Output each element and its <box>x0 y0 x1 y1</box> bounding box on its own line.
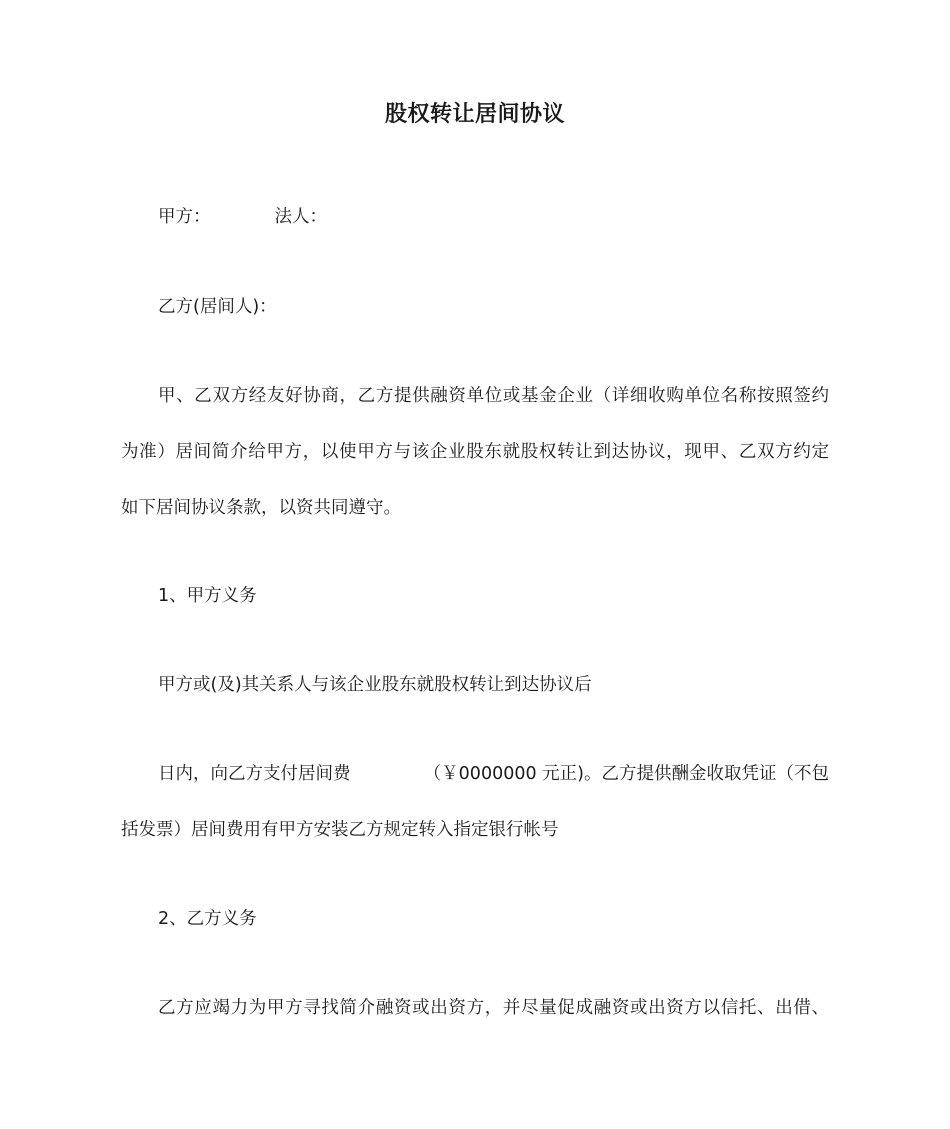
intro-line-2: 为准）居间简介给甲方，以使甲方与该企业股东就股权转让到达协议，现甲、乙双方约定 <box>121 442 829 462</box>
section-1-para-2-line-1 <box>158 762 829 786</box>
legal-person-label: 法人： <box>274 207 327 227</box>
section-2-heading: 2、乙方义务 <box>158 909 257 929</box>
party-a-line <box>158 205 327 229</box>
section-1-para-2-start: 日内，向乙方支付居间费 <box>158 764 351 784</box>
section-1-para-2-end: （￥0000000 元正)。乙方提供酬金收取凭证（不包 <box>423 764 829 784</box>
section-1-para-1: 甲方或(及)其关系人与该企业股东就股权转让到达协议后 <box>158 675 592 695</box>
intro-line-1: 甲、乙双方经友好协商，乙方提供融资单位或基金企业（详细收购单位名称按照签约 <box>158 386 829 406</box>
party-a-label: 甲方： <box>158 207 211 227</box>
section-2-para-1: 乙方应竭力为甲方寻找简介融资或出资方，并尽量促成融资或出资方以信托、出借、 <box>158 998 829 1018</box>
document-title: 股权转让居间协议 <box>384 102 565 127</box>
section-1-heading: 1、甲方义务 <box>158 586 257 606</box>
intro-line-3: 如下居间协议条款，以资共同遵守。 <box>121 498 401 518</box>
section-1-para-2-line-2: 括发票）居间费用有甲方安装乙方规定转入指定银行帐号 <box>121 820 559 840</box>
party-b-label: 乙方(居间人)： <box>158 297 277 317</box>
